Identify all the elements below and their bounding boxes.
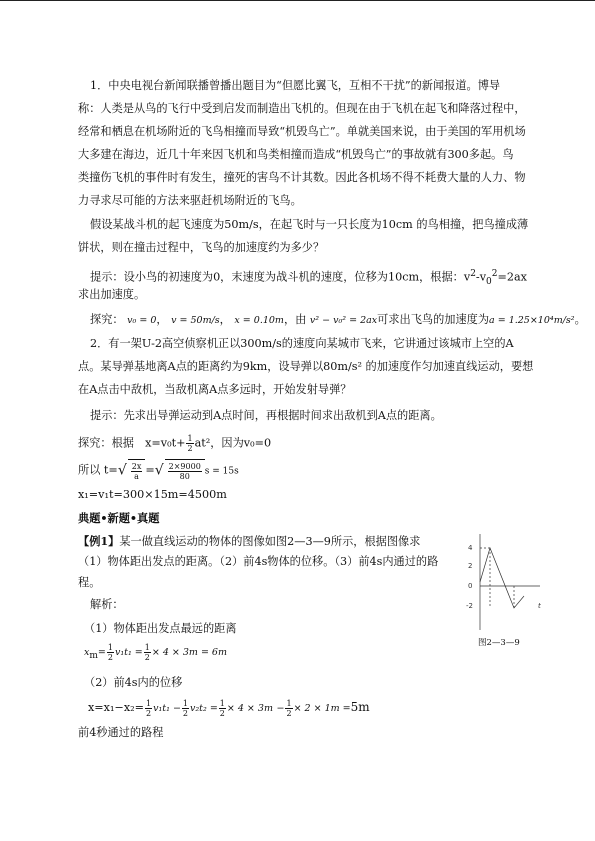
y-tick-label: 4	[468, 544, 473, 552]
v0-value: v₀ = 0	[127, 315, 157, 326]
y-tick-label: 2	[468, 562, 473, 570]
p1-line-6: 力寻求尽可能的方法来驱赶机场附近的飞鸟。	[78, 194, 302, 207]
p3-line-2: 点。某导弹基地离A点的距离约为9km，设导弹以80m/s² 的加速度作匀加速直线运动，要想	[78, 360, 534, 373]
p3-line-1: 2．有一架U-2高空侦察机正以300m/s的速度向某城市飞来，它讲通过该城市上空的A	[90, 337, 514, 350]
step-3-label: 前4秒通过的路程	[78, 726, 164, 739]
p1-line-2: 称：人类是从鸟的飞行中受到启发而制造出飞机的。但现在由于飞机在起飞和降落过程中，	[78, 102, 526, 115]
kinematic-equation: v² − v₀² = 2ax	[309, 315, 378, 326]
figure-caption: 图2—3—9	[478, 638, 520, 648]
section-heading: 典题•新题•真题	[78, 511, 160, 525]
p1-line-5: 类撞伤飞机的事件时有发生，撞死的害鸟不计其数。因此各机场不得不耗费大量的人力、物	[78, 171, 526, 184]
time-equation: 所以 t=√ $\frac{2x}{a}$ =√ $\frac{2\times 9000}{80}$ s = 15s	[78, 459, 239, 483]
analysis-label: 解析：	[90, 598, 124, 611]
graph-line	[480, 548, 524, 608]
half-fraction: $\frac{1}{2}$	[187, 434, 193, 453]
distance-result: x₁=v₁t=300×15m=4500m	[78, 488, 227, 501]
y-tick-label: 0	[468, 582, 473, 590]
hint-2: 提示：先求出导弹运动到A点时间，再根据时间求出敌机到A点的距离。	[90, 409, 442, 422]
p1-line-3: 经常和栖息在机场附近的飞鸟相撞而导致“机毁鸟亡”。单就美国来说，由于美国的军用机场	[78, 125, 526, 138]
p1-line-4: 大多建在海边，近几十年来因飞机和鸟类相撞而造成“机毁鸟亡”的事故就有300多起。鸟	[78, 148, 514, 161]
explore-2: 探究：根据 x=v₀t+ $\frac{1}{2}$ at²，因为v₀=0	[78, 434, 272, 453]
p3-line-3: 在A点击中敌机，当敌机离A点多远时，开始发射导弹？	[78, 383, 352, 396]
step-1-label: （1）物体距出发点最远的距离	[84, 622, 237, 635]
acceleration-result: a = 1.25×10⁴m/s²	[489, 315, 575, 326]
step-2-label: （2）前4s内的位移	[84, 676, 183, 689]
example-1-line-3: 程。	[78, 576, 101, 589]
y-tick-label: -2	[466, 602, 473, 610]
x-value: x = 0.10m	[234, 315, 284, 326]
max-distance-equation: $x_m=$ $\frac{1}{2}$ v₁t₁ = $\frac{1}{2}$ × 4 × 3m = 6m	[84, 642, 227, 662]
displacement-equation: x=x₁−x₂= $\frac{1}{2}$ v₁t₁ − $\frac{1}{2}$ v₂t₂ = $\frac{1}{2}$ × 4 × 3m − $\frac{1}{2}$ × 2 × 1m =5m	[88, 698, 370, 718]
example-1-line-1: 【例1】某一做直线运动的物体的图像如图2—3—9所示，根据图像求	[78, 534, 421, 548]
explore-1: 探究： v₀ = 0， v = 50m/s， x = 0.10m，由 v² − v₀² = 2ax可求出飞鸟的加速度为a = 1.25×10⁴m/s²。	[90, 313, 586, 326]
top-rule	[0, 0, 595, 1]
example-1-line-2: （1）物体距出发点的距离。（2）前4s物体的位移。（3）前4s内通过的路	[78, 555, 439, 568]
velocity-time-figure	[466, 530, 546, 634]
hint-1-line-1: 提示：设小鸟的初速度为0，末速度为战斗机的速度，位移为10cm，根据：$v^2-v_0^2=2ax$	[90, 269, 527, 287]
x-axis-label: t	[538, 602, 541, 610]
p2-line-2: 饼状，则在撞击过程中，飞鸟的加速度约为多少？	[78, 241, 325, 254]
hint-1-line-2: 求出加速度。	[78, 288, 146, 301]
p1-line-1: 1．中央电视台新闻联播曾播出题目为“但愿比翼飞，互相不干扰”的新闻报道。博导	[90, 79, 501, 92]
v-value: v = 50m/s	[171, 315, 220, 326]
p2-line-1: 假设某战斗机的起飞速度为50m/s，在起飞时与一只长度为10cm 的鸟相撞，把鸟撞成薄	[90, 218, 529, 231]
